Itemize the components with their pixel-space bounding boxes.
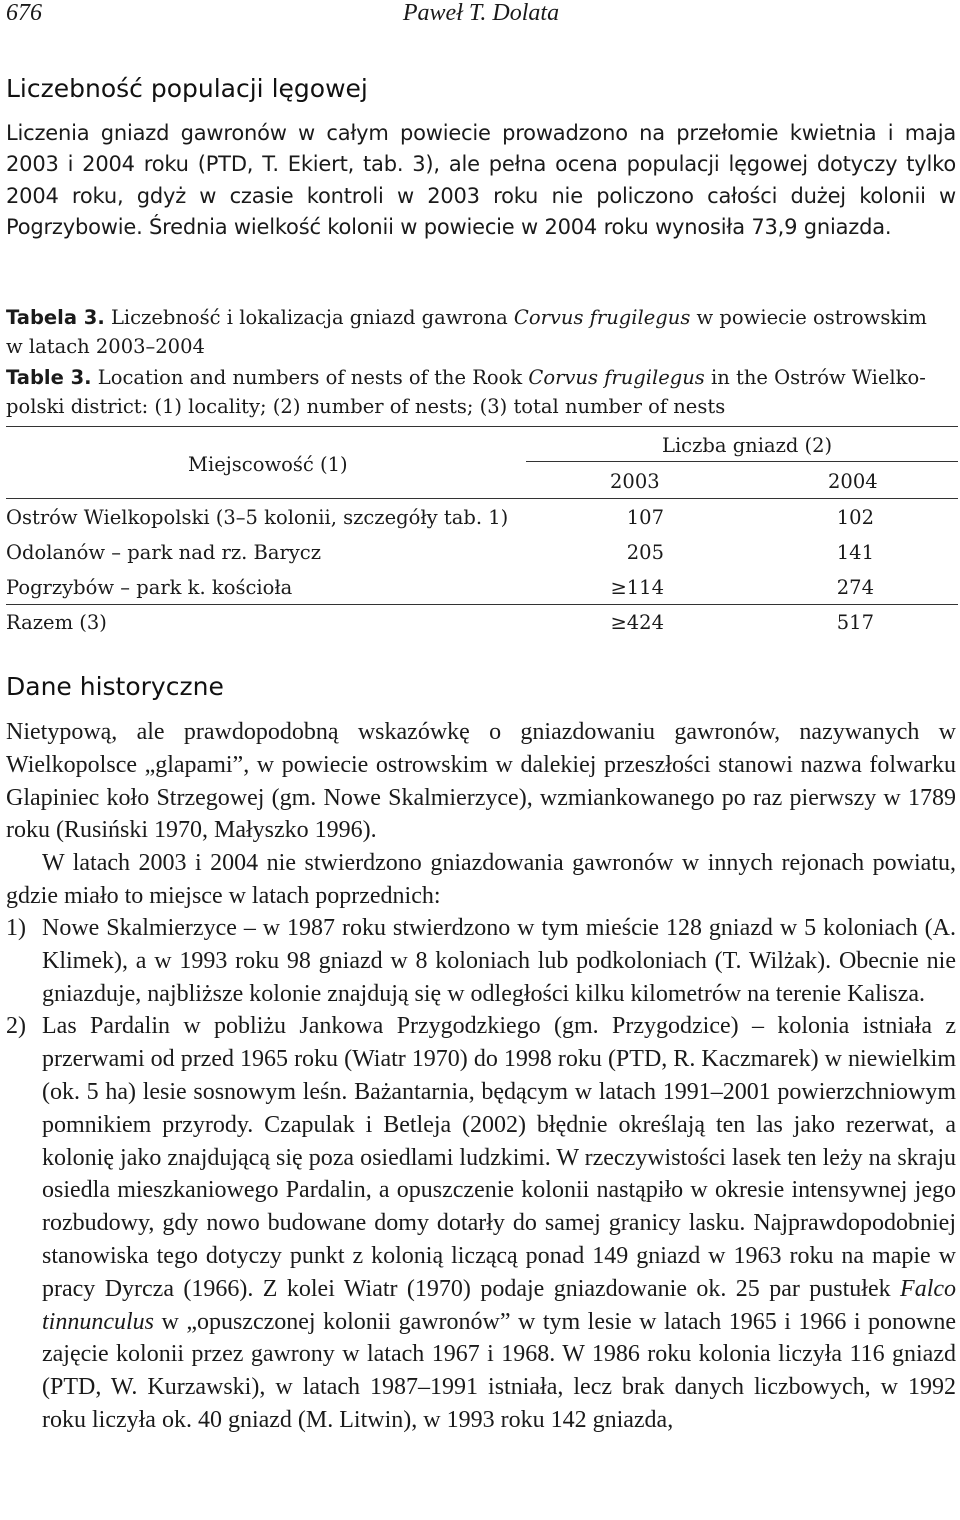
caption-en-text-c: polski district: (1) locality; (2) number of nests; (3) total number of nests	[6, 395, 726, 418]
list-marker: 2)	[6, 1013, 26, 1040]
total-value-2004: 517	[836, 611, 874, 634]
caption-en-label: Table 3.	[6, 366, 92, 389]
list-item-species: Falco tinnunculus	[42, 1275, 957, 1335]
historical-list	[6, 912, 956, 1437]
header-year-2003: 2003	[610, 470, 660, 493]
caption-english	[6, 363, 956, 421]
caption-polish	[6, 303, 956, 361]
table-top-rule	[6, 426, 958, 427]
list-item-text: Las Pardalin w pobliżu Jankowa Przygodzkiego (gm. Przygodzice) – kolonia istniała z przerwami od przed 1965 roku (Wiatr 1970) do 1998 roku (PTD, R. Kaczmarek) w niewielkim (ok. 5 ha) lesie sosnowym leśn. Bażantarnia, będącym w latach 1991–2001 powierzchniowym pomnikiem przyrody. Czapulak i Betleja (2002) błędnie określają ten las jako rezerwat, a kolonię jako znajdującą się poza osiedlami ludzkimi. W rzeczywistości lasek ten leży na skraju osiedla mieszkaniowego Pardalin, a opuszczenie kolonii nastąpiło w okresie intensywnej jego rozbudowy, gdy nowo budowane domy dotarły do samej granicy lasku. Najprawdopodobniej stanowiska tego dotyczy punkt z kolonią liczącą ponad 149 gniazd w 1963 roku na mapie w pracy Dyrcza (1966). Z kolei Wiatr (1970) podaje gniazdowanie ok. 25 par pustułek	[42, 1013, 956, 1302]
total-value-2003: ≥424	[610, 611, 664, 634]
row-value-2004: 141	[836, 541, 874, 564]
list-item-text: Nowe Skalmierzyce – w 1987 roku stwierdzono w tym mieście 128 gniazd w 5 koloniach (A. Klimek), a w 1993 roku 98 gniazd w 8 koloniach lub podkoloniach (T. Wilżak). Obecnie nie gniazduje, najbliższe kolonie znajdują się w odległości kilku kilometrów na terenie Kalisza.	[42, 915, 956, 1007]
row-locality: Pogrzybów – park k. kościoła	[6, 576, 293, 599]
row-value-2003: 107	[626, 506, 664, 529]
caption-pl-text-b: w powiecie ostrowskim	[696, 306, 927, 329]
caption-pl-species: Corvus frugilegus	[513, 306, 691, 329]
header-nest-count: Liczba gniazd (2)	[662, 434, 833, 457]
caption-en-species: Corvus frugilegus	[528, 366, 705, 389]
row-locality: Odolanów – park nad rz. Barycz	[6, 541, 321, 564]
section-title-historical: Dane historyczne	[6, 672, 224, 701]
page-number: 676	[6, 0, 42, 26]
header-year-2004: 2004	[828, 470, 878, 493]
total-rule	[6, 604, 958, 605]
header-bottom-rule	[6, 498, 958, 499]
running-header	[6, 0, 956, 28]
caption-en-text-b: in the Ostrów Wielko-	[711, 366, 926, 389]
header-locality: Miejscowość (1)	[188, 453, 348, 476]
historical-paragraph-1: Nietypową, ale prawdopodobną wskazówkę o gniazdowaniu gawronów, nazywanych w Wielkopolsce „glapami”, w powiecie ostrowskim w dalekiej przeszłości stanowi nazwa folwarku Glapiniec koło Strzegowej (gm. Nowe Skalmierzyce), wzmiankowanego po raz pierwszy w 1789 roku (Rusiński 1970, Małyszko 1996).	[6, 719, 956, 844]
caption-pl-text-c: w latach 2003–2004	[6, 335, 205, 358]
row-value-2003: ≥114	[610, 576, 664, 599]
header-sub-rule	[526, 461, 958, 462]
list-item-text-cont: w „opuszczonej kolonii gawronów” w tym lesie w latach 1965 i 1966 i ponowne zajęcie kolonii przez gawrony w latach 1967 i 1968. W 1986 roku kolonia liczyła 116 gniazd (PTD, W. Kurzawski), w latach 1987–1991 istniała, lecz brak danych liczbowych, w 1992 roku liczyła ok. 40 gniazd (M. Litwin), w 1993 roku 142 gniazda,	[42, 1308, 957, 1433]
total-label: Razem (3)	[6, 611, 107, 634]
list-item	[6, 912, 956, 1010]
list-marker: 1)	[6, 915, 26, 941]
running-author: Paweł T. Dolata	[402, 0, 560, 26]
row-value-2004: 102	[836, 506, 874, 529]
table-caption	[6, 303, 956, 421]
caption-en-text-a: Location and numbers of nests of the Rook	[97, 366, 523, 389]
row-value-2004: 274	[836, 576, 874, 599]
section-title-population: Liczebność populacji lęgowej	[6, 74, 368, 103]
list-item	[6, 1010, 956, 1436]
population-paragraph: Liczenia gniazd gawronów w całym powiecie prowadzono na przełomie kwietnia i maja 2003 i 2004 roku (PTD, T. Ekiert, tab. 3), ale pełna ocena populacji lęgowej dotyczy tylko 2004 roku, gdyż w czasie kontroli w 2003 roku nie policzono całości dużej kolonii w Pogrzybowie. Średnia wielkość kolonii w powiecie w 2004 roku wynosiła 73,9 gniazda.	[6, 121, 956, 240]
row-value-2003: 205	[626, 541, 664, 564]
caption-pl-text-a: Liczebność i lokalizacja gniazd gawrona	[110, 306, 508, 329]
historical-paragraph-2: W latach 2003 i 2004 nie stwierdzono gniazdowania gawronów w innych rejonach powiatu, gdzie miało to miejsce w latach poprzednich:	[6, 850, 956, 909]
row-locality: Ostrów Wielkopolski (3–5 kolonii, szczegóły tab. 1)	[6, 506, 509, 529]
caption-pl-label: Tabela 3.	[6, 306, 105, 329]
